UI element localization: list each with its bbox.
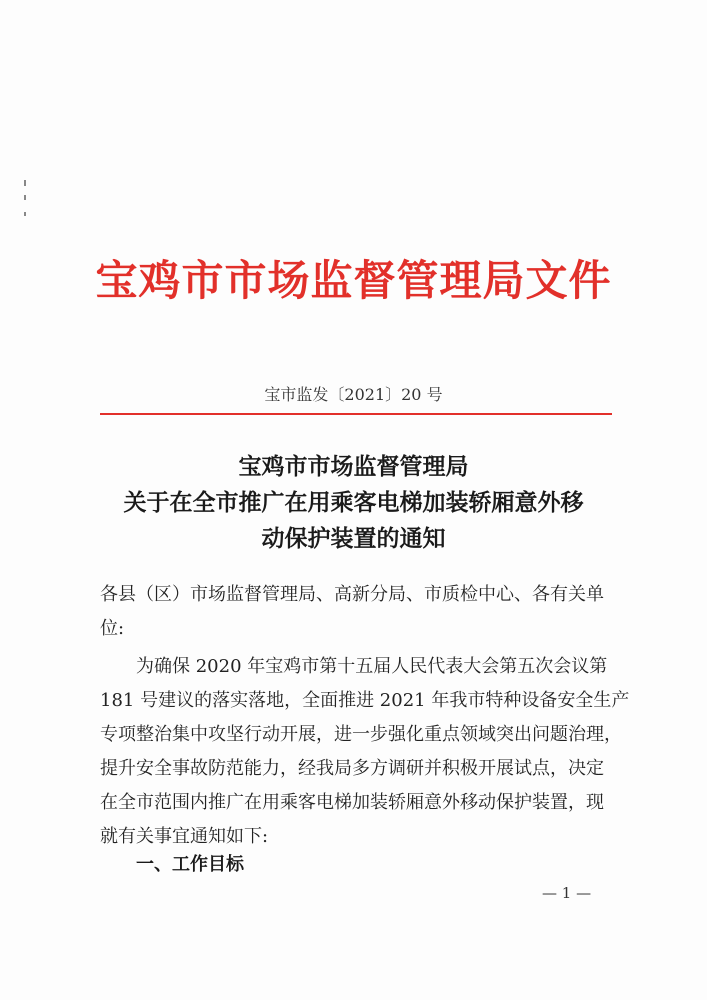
body-paragraph-line: 在全市范围内推广在用乘客电梯加装轿厢意外移动保护装置，现 bbox=[100, 792, 604, 813]
notice-title-line-1: 宝鸡市市场监督管理局 bbox=[238, 453, 469, 480]
body-paragraph-line: 提升安全事故防范能力，经我局多方调研并积极开展试点，决定 bbox=[100, 758, 604, 779]
section-heading: 一、工作目标 bbox=[136, 854, 244, 875]
scan-mark bbox=[24, 195, 26, 200]
scan-mark bbox=[24, 212, 26, 216]
notice-title-line-2: 关于在全市推广在用乘客电梯加装轿厢意外移 bbox=[123, 489, 584, 516]
body-paragraph-line: 为确保 2020 年宝鸡市第十五届人民代表大会第五次会议第 bbox=[136, 656, 608, 677]
body-paragraph-line: 181 号建议的落实落地，全面推进 2021 年我市特种设备安全生产 bbox=[100, 690, 630, 711]
page-number: — 1 — bbox=[542, 884, 592, 902]
scan-mark bbox=[24, 180, 26, 186]
body-paragraph-line: 专项整治集中攻坚行动开展，进一步强化重点领域突出问题治理， bbox=[100, 724, 622, 745]
red-divider bbox=[100, 413, 612, 415]
addressee-line-continued: 位: bbox=[100, 618, 125, 639]
addressee-line: 各县（区）市场监督管理局、高新分局、市质检中心、各有关单 bbox=[100, 584, 604, 605]
document-header-title: 宝鸡市市场监督管理局文件 bbox=[95, 256, 612, 305]
notice-title-line-3: 动保护装置的通知 bbox=[261, 525, 446, 552]
body-paragraph-line: 就有关事宜通知如下: bbox=[100, 826, 269, 847]
document-number: 宝市监发〔2021〕20 号 bbox=[264, 385, 443, 404]
